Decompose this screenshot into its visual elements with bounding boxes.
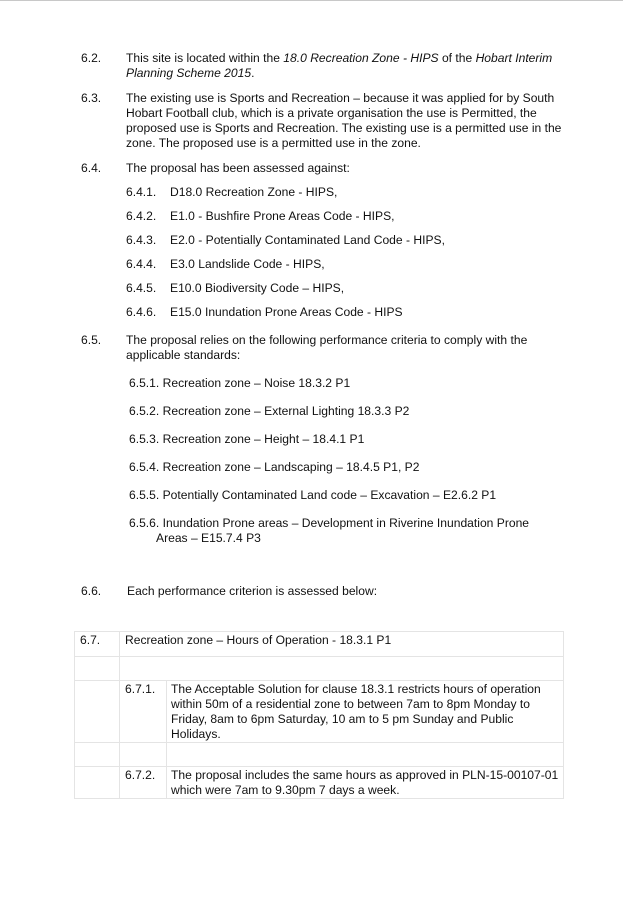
table-cell [120, 657, 564, 681]
table-number-6-7: 6.7. [80, 633, 101, 647]
para-number-6-5: 6.5. [81, 333, 102, 347]
table-row-text: The Acceptable Solution for clause 18.3.1 restricts hours of operation within 50m of a residential zone to between 7am to 8pm Monday to Friday, 8am to 6pm Saturday, 10 am to 5 pm Sunday and Public Holidays. [171, 682, 541, 741]
criterion-table-6-7 [74, 631, 564, 799]
table-cell [75, 767, 120, 799]
criterion-6-5-6-continued: Areas – E15.7.4 P3 [156, 531, 261, 545]
para-number-6-3: 6.3. [81, 91, 102, 105]
table-cell [167, 681, 564, 743]
criterion-6-5-4: 6.5.4. Recreation zone – Landscaping – 18.4.5 P1, P2 [129, 460, 420, 474]
criterion-6-5-6: 6.5.6. Inundation Prone areas – Development in Riverine Inundation Prone [129, 516, 530, 530]
sub-number-6-4-2: 6.4.2. [126, 209, 157, 223]
sub-text-6-4-4: E3.0 Landslide Code - HIPS, [170, 257, 325, 271]
para-6-3-text: The existing use is Sports and Recreation – because it was applied for by South Hobart Football club, which is a private organisation the use is Permitted, the proposed use is Sports and Recreation. The existing use is a permitted use in the zone. The proposed use is a permitted use in the zone. [126, 91, 562, 150]
para-6-2-part3: of the [438, 51, 476, 65]
table-row-number: 6.7.1. [125, 682, 156, 696]
sub-text-6-4-1: D18.0 Recreation Zone - HIPS, [170, 185, 338, 199]
table-cell [120, 632, 564, 657]
criterion-6-5-3: 6.5.3. Recreation zone – Height – 18.4.1 P1 [129, 432, 365, 446]
table-cell [120, 767, 167, 799]
sub-text-6-4-6: E15.0 Inundation Prone Areas Code - HIPS [170, 305, 403, 319]
table-cell [120, 681, 167, 743]
table-row [75, 681, 564, 743]
para-number-6-6: 6.6. [81, 584, 102, 598]
table-row [75, 632, 564, 657]
table-cell [75, 681, 120, 743]
sub-text-6-4-5: E10.0 Biodiversity Code – HIPS, [170, 281, 345, 295]
para-6-6-text: Each performance criterion is assessed below: [127, 584, 378, 598]
para-6-2-part5: . [251, 66, 255, 80]
table-heading: Recreation zone – Hours of Operation - 18.3.1 P1 [125, 633, 392, 647]
para-6-5-line2: applicable standards: [126, 348, 241, 362]
zone-name: 18.0 Recreation Zone - HIPS [283, 51, 439, 65]
table-cell [167, 767, 564, 799]
sub-number-6-4-1: 6.4.1. [126, 185, 157, 199]
table-row [75, 657, 564, 681]
table-row [75, 767, 564, 799]
sub-number-6-4-5: 6.4.5. [126, 281, 157, 295]
para-6-2-part1: This site is located within the [126, 51, 284, 65]
criterion-6-5-5: 6.5.5. Potentially Contaminated Land code – Excavation – E2.6.2 P1 [129, 488, 497, 502]
para-6-5-line1: The proposal relies on the following performance criteria to comply with the [126, 333, 528, 347]
table-cell [120, 743, 167, 767]
scheme-name: Hobart Interim Planning Scheme 2015 [126, 51, 553, 80]
para-number-6-4: 6.4. [81, 161, 102, 175]
para-6-4-text: The proposal has been assessed against: [126, 161, 350, 175]
sub-number-6-4-4: 6.4.4. [126, 257, 157, 271]
criterion-6-5-1: 6.5.1. Recreation zone – Noise 18.3.2 P1 [129, 376, 351, 390]
table-row [75, 743, 564, 767]
para-6-2-text [126, 51, 576, 81]
table-cell [75, 632, 120, 657]
sub-text-6-4-2: E1.0 - Bushfire Prone Areas Code - HIPS, [170, 209, 395, 223]
page-top-border [0, 0, 623, 1]
criterion-6-5-2: 6.5.2. Recreation zone – External Lighting 18.3.3 P2 [129, 404, 410, 418]
sub-text-6-4-3: E2.0 - Potentially Contaminated Land Code - HIPS, [170, 233, 445, 247]
para-number-6-2: 6.2. [81, 51, 102, 65]
sub-number-6-4-3: 6.4.3. [126, 233, 157, 247]
sub-number-6-4-6: 6.4.6. [126, 305, 157, 319]
table-cell [167, 743, 564, 767]
table-cell [75, 657, 120, 681]
table-row-number: 6.7.2. [125, 768, 156, 782]
table-row-text: The proposal includes the same hours as approved in PLN-15-00107-01 which were 7am to 9.30pm 7 days a week. [171, 768, 559, 797]
table-cell [75, 743, 120, 767]
